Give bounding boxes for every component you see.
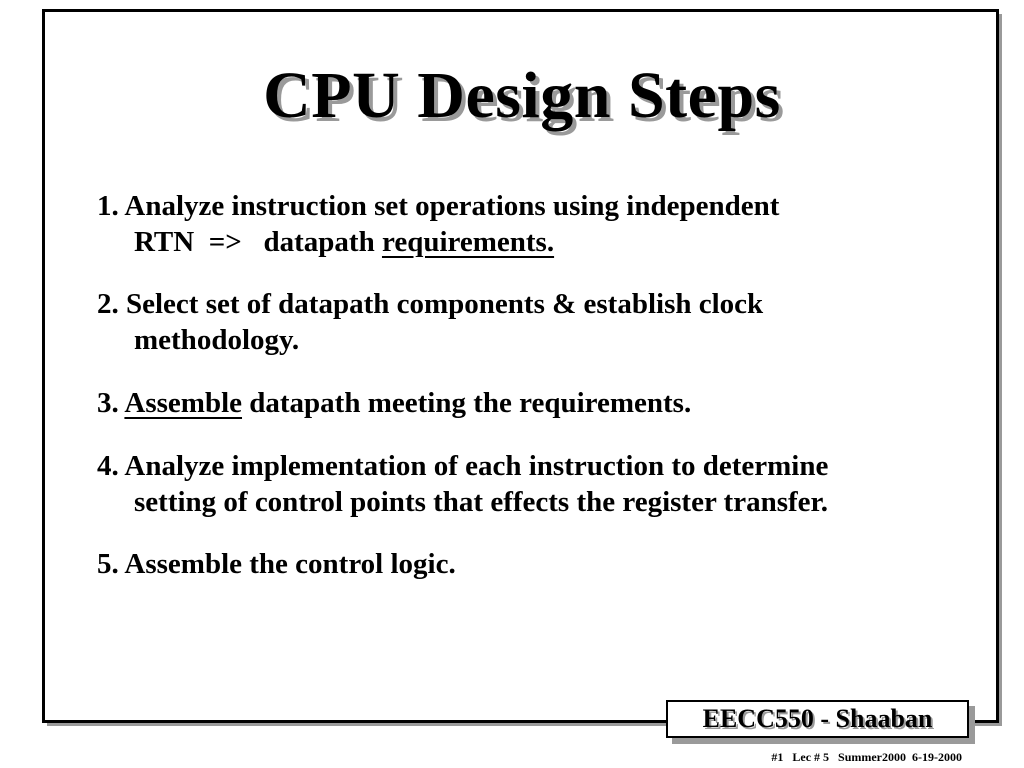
step-2	[97, 286, 977, 358]
step-4	[97, 448, 977, 520]
step-1-number: 1.	[97, 190, 119, 222]
step-1-line1: Analyze instruction set operations using independent	[124, 190, 780, 222]
step-2-line1: Select set of datapath components & establish clock	[126, 288, 764, 320]
lecture-meta: #1 Lec # 5 Summer2000 6-19-2000	[771, 750, 962, 764]
step-5-number: 5.	[97, 548, 119, 580]
step-4-number: 4.	[97, 450, 119, 482]
step-1-line2: RTN => datapath	[134, 226, 382, 258]
step-4-line1: Analyze implementation of each instruction to determine	[124, 450, 829, 482]
step-5	[97, 546, 977, 582]
step-4-line2: setting of control points that effects the register transfer.	[134, 486, 828, 518]
step-2-number: 2.	[97, 288, 119, 320]
step-2-line2: methodology.	[134, 324, 300, 356]
step-3-number: 3.	[97, 387, 119, 419]
step-3	[97, 385, 977, 421]
step-5-line1: Assemble the control logic.	[124, 548, 456, 580]
steps-list	[97, 188, 977, 582]
slide-title: CPU Design Steps	[263, 59, 781, 132]
step-1-emphasis: requirements.	[381, 226, 555, 258]
course-label: EECC550 - Shaaban	[702, 704, 933, 733]
step-1	[97, 188, 977, 260]
step-3-rest: datapath meeting the requirements.	[242, 387, 692, 419]
step-3-emphasis: Assemble	[124, 387, 243, 419]
